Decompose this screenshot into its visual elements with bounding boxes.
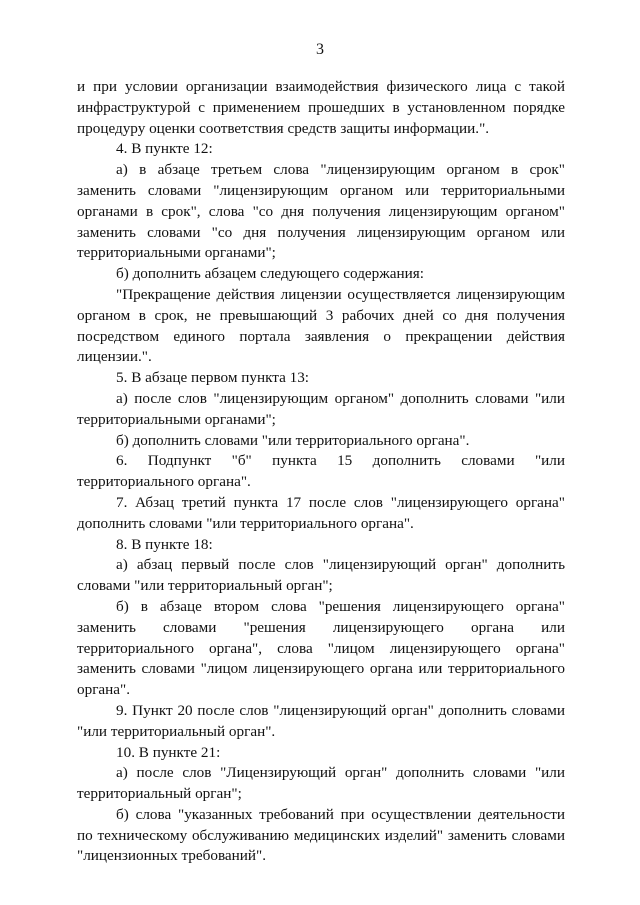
document-body [77, 77, 565, 867]
paragraph: 7. Абзац третий пункта 17 после слов "лицензирующего органа" дополнить словами "или территориального органа". [77, 493, 565, 532]
page-number: 3 [316, 41, 324, 58]
paragraph: б) в абзаце втором слова "решения лицензирующего органа" заменить словами "решения лицензирующего органа или территориального органа", слова "лицом лицензирующего органа" заменить словами "лицом лицензирующего органа или территориального органа". [77, 597, 565, 699]
paragraph: "Прекращение действия лицензии осуществляется лицензирующим органом в срок, не превышающий 3 рабочих дней со дня получения посредством единого портала заявления о прекращении действия лицензии.". [77, 285, 565, 366]
paragraph: б) дополнить словами "или территориального органа". [116, 431, 470, 449]
paragraph: 10. В пункте 21: [116, 743, 221, 761]
paragraph: а) в абзаце третьем слова "лицензирующим органом в срок" заменить словами "лицензирующим органом или территориальными органами в срок", слова "со дня получения лицензирующим органом" заменить словами "со дня получения лицензирующим органом или территориальными органами"; [77, 161, 565, 262]
paragraph: б) слова "указанных требований при осуществлении деятельности по техническому обслуживанию медицинских изделий" заменить словами "лицензионных требований". [77, 805, 565, 865]
paragraph: 5. В абзаце первом пункта 13: [116, 369, 310, 387]
paragraph: и при условии организации взаимодействия физического лица с такой инфраструктурой с применением прошедших в установленном порядке процедуру оценки соответствия средств защиты информации.". [77, 78, 565, 137]
paragraph: 6. Подпункт "б" пункта 15 дополнить словами "или территориального органа". [77, 452, 565, 491]
paragraph: 4. В пункте 12: [116, 140, 213, 158]
paragraph: а) абзац первый после слов "лицензирующий орган" дополнить словами "или территориальный орган"; [77, 556, 565, 595]
paragraph: 9. Пункт 20 после слов "лицензирующий орган" дополнить словами "или территориальный орган". [77, 701, 565, 740]
paragraph: б) дополнить абзацем следующего содержания: [116, 265, 424, 283]
paragraph: а) после слов "лицензирующим органом" дополнить словами "или территориальными органами"; [77, 389, 565, 428]
paragraph: а) после слов "Лицензирующий орган" дополнить словами "или территориальный орган"; [77, 764, 565, 803]
paragraph: 8. В пункте 18: [116, 535, 213, 553]
